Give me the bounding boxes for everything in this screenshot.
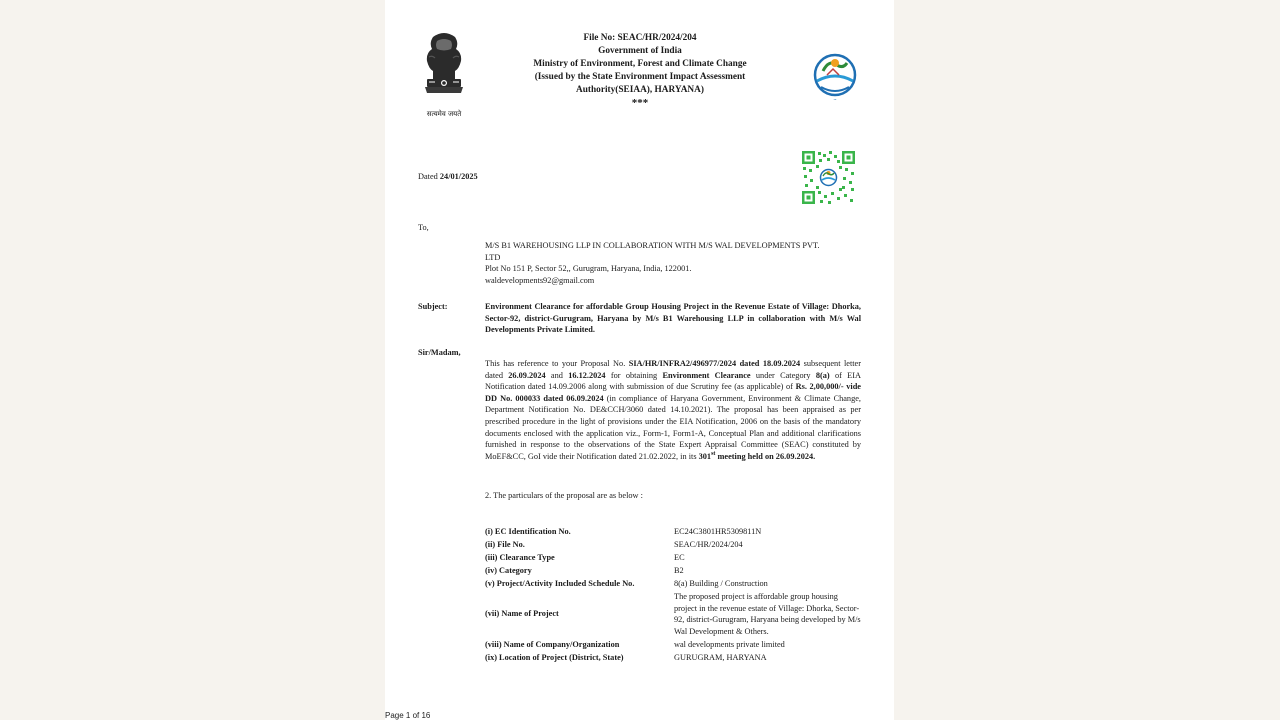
recipient-company-line1: M/S B1 WAREHOUSING LLP IN COLLABORATION WITH M/S WAL DEVELOPMENTS PVT. xyxy=(485,241,820,250)
date-value: 24/01/2025 xyxy=(439,172,478,181)
document-page xyxy=(385,0,894,720)
meeting-date: meeting held on 26.09.2024. xyxy=(715,451,816,461)
row-label: (i) EC Identification No. xyxy=(485,527,571,536)
emblem-caption: सत्यमेव जयते xyxy=(426,110,462,118)
table-row xyxy=(485,591,865,637)
moefcc-logo xyxy=(811,51,859,103)
page-number: Page 1 of 16 xyxy=(385,711,431,720)
row-value: EC xyxy=(674,553,685,562)
date-line xyxy=(418,171,478,183)
body-text: of EIA Notification dated 14.09.2006 along with submission of due Scrutiny fee (as applicable) of xyxy=(485,370,861,392)
recipient-company-line2: LTD xyxy=(485,252,501,262)
clearance-type-text: Environment Clearance xyxy=(662,370,751,380)
row-value: EC24C3801HR5309811N xyxy=(674,527,762,536)
svg-text:~: ~ xyxy=(833,97,837,102)
row-label: (viii) Name of Company/Organization xyxy=(485,640,620,649)
category-text: 8(a) xyxy=(815,370,830,380)
row-value: GURUGRAM, HARYANA xyxy=(674,653,767,662)
date-prefix: Dated xyxy=(418,172,440,181)
salutation: Sir/Madam, xyxy=(418,348,461,357)
qr-code[interactable] xyxy=(801,150,856,205)
row-value: 8(a) Building / Construction xyxy=(674,579,768,588)
ministry-title: Ministry of Environment, Forest and Climate Change xyxy=(533,59,747,69)
body-text: (in compliance of Haryana Government, Environment & Climate Change, Department Notification No. DE&CCH/3060 dated 14.10.2021). The proposal has been appraised as per prescribed procedure in the light of provisions under the EIA Notification, 2006 on the basis of the mandatory documents enclosed with the application viz., Form-1, Form1-A, Conceptual Plan and additional clarifications furnished in response to the observations of the State Expert Appraisal Committee (SEAC) constituted by MoEF&CC, GoI vide their Notification dated 21.02.2022, in its xyxy=(485,393,861,461)
to-label: To, xyxy=(418,223,429,232)
proposal-number: SIA/HR/INFRA2/496977/2024 dated 18.09.2024 xyxy=(628,359,801,368)
row-label: (v) Project/Activity Included Schedule No. xyxy=(485,579,635,588)
issuing-authority-line1: (Issued by the State Environment Impact Assessment xyxy=(534,72,746,82)
row-label: (iv) Category xyxy=(485,566,532,575)
row-label: (ii) File No. xyxy=(485,540,525,549)
meeting-number: 301 xyxy=(698,451,712,461)
stars-divider: *** xyxy=(631,97,649,109)
recipient-email: waldevelopments92@gmail.com xyxy=(485,275,595,285)
letter-header xyxy=(481,32,799,110)
ordinal-suffix: st xyxy=(711,450,716,457)
subject-text: Environment Clearance for affordable Group Housing Project in the Revenue Estate of Village: Dhorka, Sector-92, district-Gurugram, Haryana by M/s B1 Warehousing LLP in collaboration with M/s Wal Developments Private Limited. xyxy=(485,302,861,335)
body-text: and xyxy=(545,370,569,380)
row-label: (iii) Clearance Type xyxy=(485,553,555,562)
body-text: for obtaining xyxy=(605,370,663,380)
recipient-address: Plot No 151 P, Sector 52,, Gurugram, Haryana, India, 122001. xyxy=(485,264,692,274)
body-text: This has reference to your Proposal No. xyxy=(485,359,629,368)
body-paragraph xyxy=(485,358,861,462)
letter-date-2: 16.12.2024 xyxy=(568,370,606,380)
subject-label: Subject: xyxy=(418,302,448,311)
row-value: SEAC/HR/2024/204 xyxy=(674,540,743,549)
row-label: (vii) Name of Project xyxy=(485,609,559,618)
government-title: Government of India xyxy=(598,46,682,56)
body-text: under Category xyxy=(750,370,816,380)
recipient-block xyxy=(485,240,865,286)
issuing-authority-line2: Authority(SEIAA), HARYANA) xyxy=(576,85,704,95)
row-value: The proposed project is affordable group housing project in the revenue estate of Village: Dhorka, Sector-92, district-Gurugram, Haryana being developed by M/s Wal Development & Others. xyxy=(674,592,861,636)
body-text: subsequent letter dated xyxy=(485,359,861,380)
file-number: File No: SEAC/HR/2024/204 xyxy=(583,33,697,43)
national-emblem-logo xyxy=(415,31,473,111)
letter-date-1: 26.09.2024 xyxy=(508,370,546,380)
row-label: (ix) Location of Project (District, State) xyxy=(485,653,624,662)
row-value: wal developments private limited xyxy=(674,640,785,649)
particulars-intro: 2. The particulars of the proposal are as below : xyxy=(485,491,643,500)
fee-details: Rs. 2,00,000/- vide DD No. 000033 dated 06.09.2024 xyxy=(485,382,861,403)
row-value: B2 xyxy=(674,566,684,575)
